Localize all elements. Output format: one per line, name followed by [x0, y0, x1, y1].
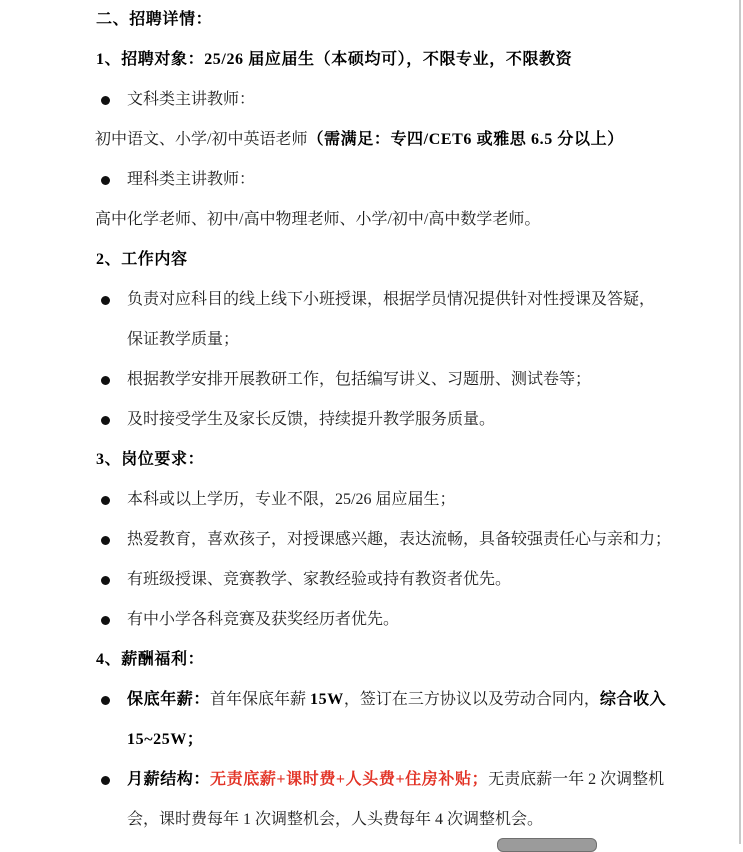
bullet-icon — [101, 496, 110, 505]
bullet-item — [0, 600, 738, 640]
text-segment: 综合收入 — [599, 691, 667, 708]
continuation-line — [0, 720, 738, 760]
section-heading — [0, 40, 738, 80]
text-segment: 1、招聘对象：25/26 届应届生（本硕均可），不限专业，不限教资 — [96, 51, 573, 68]
continuation-line — [0, 320, 738, 360]
text-segment: 保证教学质量； — [127, 331, 240, 348]
bullet-item — [0, 760, 738, 800]
text-segment: 二、招聘详情： — [96, 11, 213, 28]
bullet-icon — [101, 776, 110, 785]
bullet-icon — [101, 576, 110, 585]
text-segment: 本科或以上学历，专业不限，25/26 届应届生； — [127, 491, 456, 508]
bullet-icon — [101, 536, 110, 545]
bullet-icon — [101, 96, 110, 105]
text-segment: 15W — [310, 691, 344, 708]
text-segment: 无责底薪一年 2 次调整机 — [488, 771, 665, 788]
section-heading — [0, 0, 738, 40]
text-segment: 初中语文、小学/初中英语老师 — [95, 131, 308, 148]
continuation-line — [0, 800, 738, 840]
bullet-item — [0, 560, 738, 600]
section-heading — [0, 240, 738, 280]
text-segment: 会，课时费每年 1 次调整机会，人头费每年 4 次调整机会。 — [127, 811, 544, 828]
text-segment: 有中小学各科竞赛及获奖经历者优先。 — [127, 611, 400, 628]
text-segment: 15~25W； — [127, 731, 204, 748]
text-segment: 无责底薪+课时费+人头费+住房补贴； — [210, 771, 489, 788]
text-segment: 理科类主讲教师： — [127, 171, 256, 188]
page-edge-divider — [739, 0, 741, 844]
text-segment: 首年保底年薪 — [210, 691, 311, 708]
text-segment: 文科类主讲教师： — [127, 91, 256, 108]
bullet-item — [0, 160, 738, 200]
bullet-item — [0, 360, 738, 400]
text-segment: 4、薪酬福利： — [96, 651, 205, 668]
scroll-handle[interactable] — [497, 838, 597, 852]
bullet-item — [0, 520, 738, 560]
bullet-icon — [101, 416, 110, 425]
text-segment: （需满足：专四/CET6 或雅思 6.5 分以上） — [307, 131, 624, 148]
bullet-item — [0, 680, 738, 720]
bullet-icon — [101, 176, 110, 185]
text-segment: 有班级授课、竞赛教学、家教经验或持有教资者优先。 — [127, 571, 512, 588]
bullet-icon — [101, 616, 110, 625]
bullet-item — [0, 400, 738, 440]
text-segment: ，签订在三方协议以及劳动合同内， — [343, 691, 600, 708]
paragraph-line — [0, 200, 738, 240]
section-heading — [0, 640, 738, 680]
text-segment: 高中化学老师、初中/高中物理老师、小学/初中/高中数学老师。 — [95, 211, 541, 228]
bullet-item — [0, 80, 738, 120]
text-segment: 热爱教育，喜欢孩子，对授课感兴趣，表达流畅，具备较强责任心与亲和力； — [127, 531, 672, 548]
section-heading — [0, 440, 738, 480]
bullet-item — [0, 480, 738, 520]
text-segment: 根据教学安排开展教研工作，包括编写讲义、习题册、测试卷等； — [127, 371, 592, 388]
bullet-item — [0, 280, 738, 320]
paragraph-line — [0, 120, 738, 160]
text-segment: 月薪结构： — [127, 771, 211, 788]
text-segment: 负责对应科目的线上线下小班授课，根据学员情况提供针对性授课及答疑， — [127, 291, 656, 308]
bullet-icon — [101, 376, 110, 385]
bullet-icon — [101, 696, 110, 705]
text-segment: 保底年薪： — [127, 691, 211, 708]
text-segment: 3、岗位要求： — [96, 451, 205, 468]
bullet-icon — [101, 296, 110, 305]
text-segment: 2、工作内容 — [96, 251, 188, 268]
text-segment: 及时接受学生及家长反馈，持续提升教学服务质量。 — [127, 411, 496, 428]
